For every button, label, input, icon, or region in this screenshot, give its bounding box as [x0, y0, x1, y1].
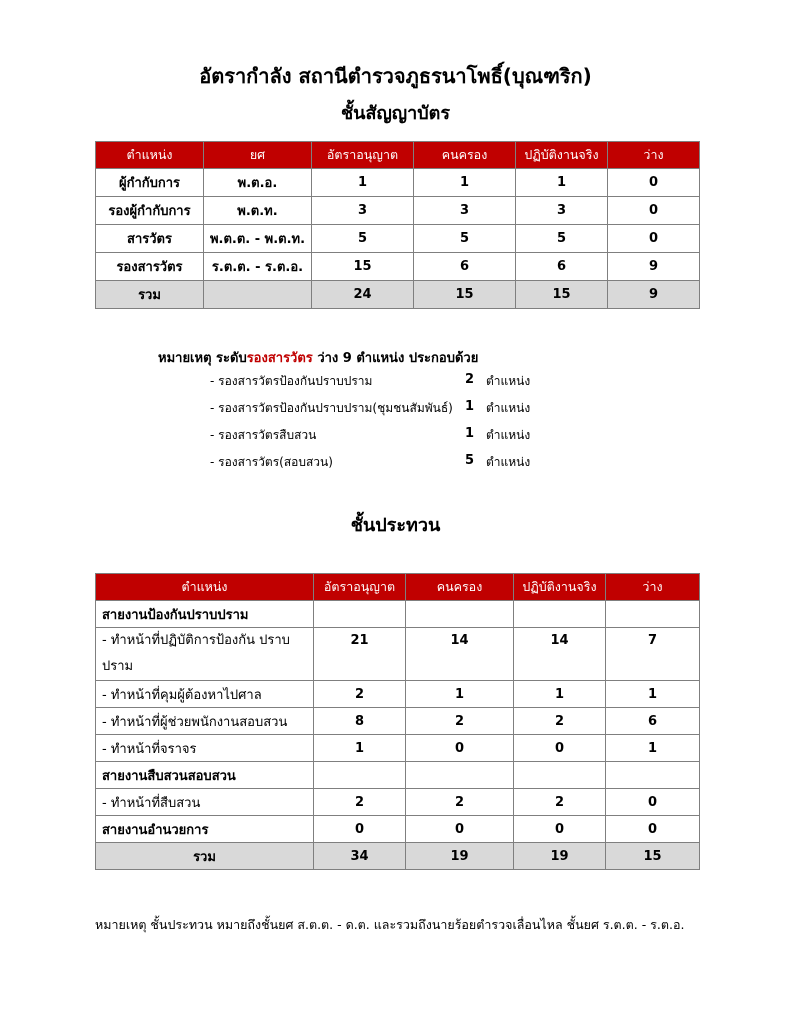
cell: 1	[516, 169, 608, 197]
table-row	[96, 708, 700, 735]
cell: 0	[608, 169, 700, 197]
cell	[204, 281, 312, 309]
cell: 3	[414, 197, 516, 225]
cell: 3	[312, 197, 414, 225]
vacancy-item-count: 2	[465, 372, 475, 387]
group-row	[96, 601, 700, 628]
cell: 9	[608, 281, 700, 309]
table-row	[96, 169, 700, 197]
cell: - ทำหน้าที่สืบสวน	[96, 789, 314, 816]
table-row	[96, 628, 700, 681]
col-occupied: คนครอง	[406, 574, 514, 601]
col-occupied: คนครอง	[414, 142, 516, 169]
cell	[406, 601, 514, 628]
cell: 15	[516, 281, 608, 309]
cell: 1	[606, 681, 700, 708]
table-row	[96, 197, 700, 225]
col-working: ปฏิบัติงานจริง	[514, 574, 606, 601]
cell: 2	[406, 789, 514, 816]
group-label: สายงานป้องกันปราบปราม	[96, 601, 314, 628]
vacancy-note	[158, 347, 478, 368]
vacancy-item-unit: ตำแหน่ง	[486, 455, 531, 469]
cell: 19	[514, 843, 606, 870]
cell: - ทำหน้าที่คุมผู้ต้องหาไปศาล	[96, 681, 314, 708]
cell: สารวัตร	[96, 225, 204, 253]
cell: 19	[406, 843, 514, 870]
cell: 0	[606, 789, 700, 816]
section-title-commissioned: ชั้นสัญญาบัตร	[340, 103, 451, 124]
cell: 5	[414, 225, 516, 253]
vacancy-item-label: - รองสารวัตรป้องกันปราบปราม	[210, 374, 373, 388]
cell: พ.ต.อ.	[204, 169, 312, 197]
cell	[514, 762, 606, 789]
vacancy-item-unit: ตำแหน่ง	[486, 401, 531, 415]
group-label: สายงานสืบสวนสอบสวน	[96, 762, 314, 789]
cell: พ.ต.ท.	[204, 197, 312, 225]
col-allowed: อัตราอนุญาต	[314, 574, 406, 601]
cell: 15	[414, 281, 516, 309]
col-rank: ยศ	[204, 142, 312, 169]
cell: 0	[608, 225, 700, 253]
total-row	[96, 843, 700, 870]
cell: รวม	[96, 843, 314, 870]
note-prefix: หมายเหตุ ระดับ	[158, 351, 247, 366]
vacancy-item-label: - รองสารวัตรป้องกันปราบปราม(ชุมชนสัมพันธ์)	[210, 401, 453, 415]
cell: 0	[514, 816, 606, 843]
cell	[514, 601, 606, 628]
cell	[314, 601, 406, 628]
cell: 2	[406, 708, 514, 735]
vacancy-item-unit: ตำแหน่ง	[486, 374, 531, 388]
cell: 0	[406, 735, 514, 762]
cell: รวม	[96, 281, 204, 309]
cell: 34	[314, 843, 406, 870]
table-row	[96, 789, 700, 816]
vacancy-item	[210, 453, 570, 477]
table-header-row	[96, 142, 700, 169]
vacancy-item-count: 1	[465, 426, 475, 441]
cell: 24	[312, 281, 414, 309]
cell: 5	[516, 225, 608, 253]
col-position: ตำแหน่ง	[96, 142, 204, 169]
col-vacant: ว่าง	[608, 142, 700, 169]
note-suffix: ว่าง 9 ตำแหน่ง ประกอบด้วย	[312, 351, 479, 366]
cell: 1	[314, 735, 406, 762]
cell: รองผู้กำกับการ	[96, 197, 204, 225]
cell	[606, 601, 700, 628]
col-allowed: อัตราอนุญาต	[312, 142, 414, 169]
cell: รองสารวัตร	[96, 253, 204, 281]
cell: 1	[312, 169, 414, 197]
table-row	[96, 735, 700, 762]
cell: 1	[514, 681, 606, 708]
cell: 2	[514, 708, 606, 735]
commissioned-table	[95, 141, 700, 309]
vacancy-item-count: 1	[465, 399, 475, 414]
cell	[406, 762, 514, 789]
cell: - ทำหน้าที่จราจร	[96, 735, 314, 762]
cell: 0	[608, 197, 700, 225]
vacancy-item-count: 5	[465, 453, 475, 468]
cell: - ทำหน้าที่ผู้ช่วยพนักงานสอบสวน	[96, 708, 314, 735]
cell: 2	[314, 681, 406, 708]
note-highlight: รองสารวัตร	[246, 351, 313, 366]
cell: 15	[312, 253, 414, 281]
table-header-row	[96, 574, 700, 601]
cell: ร.ต.ต. - ร.ต.อ.	[204, 253, 312, 281]
table-row	[96, 253, 700, 281]
section-title-noncommissioned: ชั้นประทวน	[350, 515, 441, 536]
group-row	[96, 762, 700, 789]
cell	[314, 762, 406, 789]
cell: 7	[606, 628, 700, 681]
col-vacant: ว่าง	[606, 574, 700, 601]
vacancy-item-unit: ตำแหน่ง	[486, 428, 531, 442]
cell: 14	[406, 628, 514, 681]
cell: 2	[314, 789, 406, 816]
cell: 14	[514, 628, 606, 681]
col-position: ตำแหน่ง	[96, 574, 314, 601]
total-row	[96, 281, 700, 309]
cell: 21	[314, 628, 406, 681]
cell	[606, 762, 700, 789]
table-row	[96, 681, 700, 708]
cell: 2	[514, 789, 606, 816]
vacancy-item	[210, 372, 570, 396]
cell: 6	[606, 708, 700, 735]
vacancy-item	[210, 426, 570, 450]
vacancy-item-label: - รองสารวัตร(สอบสวน)	[210, 455, 333, 469]
cell: 1	[414, 169, 516, 197]
cell: - ทำหน้าที่ปฏิบัติการป้องกัน ปราบปราม	[96, 628, 314, 681]
cell: 0	[514, 735, 606, 762]
table-row	[96, 816, 700, 843]
cell: 1	[406, 681, 514, 708]
page-title: อัตรากำลัง สถานีตำรวจภูธรนาโพธิ์(บุณฑริก)	[199, 64, 592, 88]
cell: พ.ต.ต. - พ.ต.ท.	[204, 225, 312, 253]
cell: 0	[606, 816, 700, 843]
cell: 15	[606, 843, 700, 870]
footnote: หมายเหตุ ชั้นประทวน หมายถึงชั้นยศ ส.ต.ต. - ด.ต. และรวมถึงนายร้อยตำรวจเลื่อนไหล ชั้นยศ ร.ต.ต. - ร.ต.อ.	[95, 917, 685, 932]
cell: 8	[314, 708, 406, 735]
cell: 9	[608, 253, 700, 281]
cell: 0	[314, 816, 406, 843]
col-working: ปฏิบัติงานจริง	[516, 142, 608, 169]
vacancy-item-label: - รองสารวัตรสืบสวน	[210, 428, 317, 442]
vacancy-item	[210, 399, 570, 423]
cell: 6	[516, 253, 608, 281]
cell: 3	[516, 197, 608, 225]
cell: 0	[406, 816, 514, 843]
noncommissioned-table	[95, 573, 700, 870]
cell: 5	[312, 225, 414, 253]
cell: 6	[414, 253, 516, 281]
cell: ผู้กำกับการ	[96, 169, 204, 197]
cell: 1	[606, 735, 700, 762]
table-row	[96, 225, 700, 253]
group-label: สายงานอำนวยการ	[96, 816, 314, 843]
